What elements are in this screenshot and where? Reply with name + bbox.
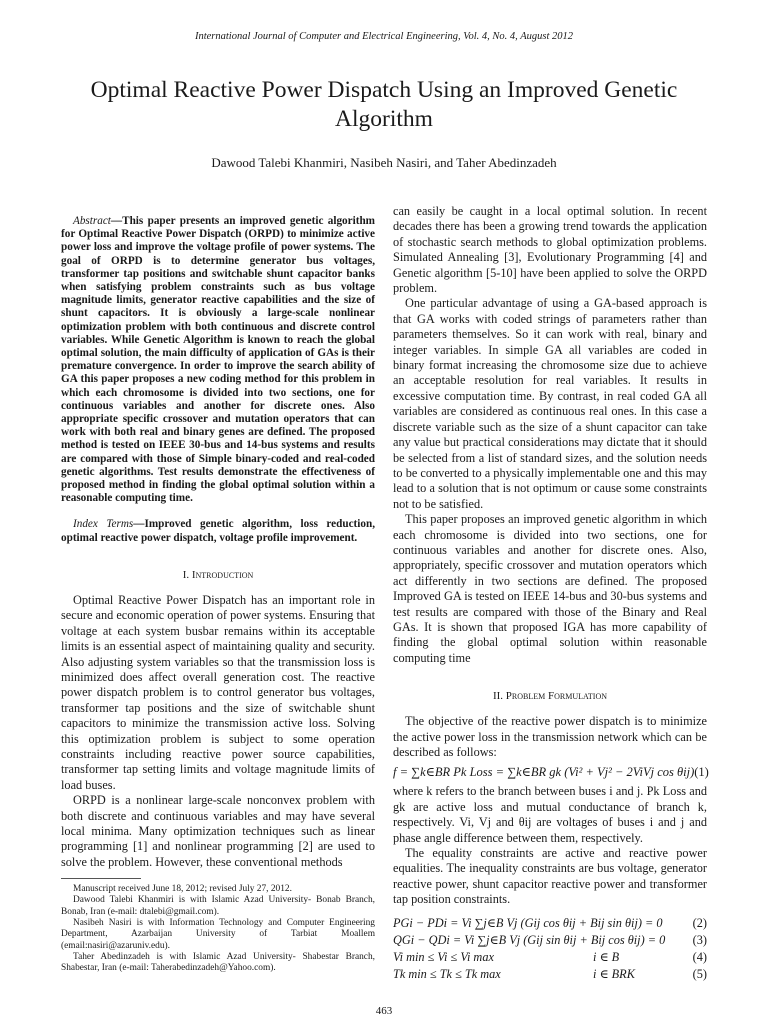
equation-3-body: QGi − QDi = Vi ∑j∈B Vj (Gij sin θij + Bij cos θij) = 0 [393, 932, 666, 947]
journal-header: International Journal of Computer and Electrical Engineering, Vol. 4, No. 4, August 2012 [194, 31, 574, 42]
right-column [393, 204, 707, 984]
constraint-equations [393, 916, 707, 984]
section-heading-introduction [61, 569, 375, 581]
intro-paragraph-2: ORPD is a nonlinear large-scale nonconvex problem with both discrete and continuous variables and may have several local minima. Many optimization techniques such as linear programming [1] and nonlinear programming [2] are used to solve the problem. However, these conventional methods [61, 793, 375, 869]
section-title: Problem Formulation [505, 690, 608, 703]
equation-4-number: (4) [692, 949, 707, 964]
section-heading-problem-formulation [393, 690, 707, 702]
equation-1-explanation: where k refers to the branch between buses i and j. Pk Loss and gk are active loss and mutual conductance of branch k, respectively. Vi, Vj and θij are voltages of buses i and j and phase angle difference between them, respectively. [393, 784, 707, 845]
right-paragraph-1: can easily be caught in a local optimal solution. In recent decades there has been a growing trend towards the application of stochastic search methods to global optimization problems. Simulated Annealing [3], Evolutionary Programming [4] and Genetic algorithm [5-10] have been applied to solve the ORPD problem. [393, 204, 707, 296]
equation-3-number: (3) [692, 932, 707, 947]
abstract-label: Abstract [73, 215, 111, 227]
footnote-rule [61, 878, 141, 879]
index-terms [61, 518, 375, 544]
equation-5-left: Tk min ≤ Tk ≤ Tk max [393, 966, 501, 981]
index-terms-text: —Improved genetic algorithm, loss reduction, optimal reactive power dispatch, voltage profile improvement. [61, 518, 375, 544]
equation-1-body: f = ∑k∈BR Pk Loss = ∑k∈BR gk (Vi² + Vj² − 2ViVj cos θij) [393, 765, 695, 780]
left-column [61, 204, 375, 975]
equation-2-body: PGi − PDi = Vi ∑j∈B Vj (Gij cos θij + Bij sin θij) = 0 [393, 915, 663, 930]
footnote-author-1: Dawood Talebi Khanmiri is with Islamic Azad University- Bonab Branch, Bonab, Iran (e-mail: dtalebi@gmail.com). [61, 895, 375, 917]
equation-4-right: i ∈ B [593, 949, 620, 964]
equation-2-number: (2) [692, 915, 707, 930]
footnote-author-2: Nasibeh Nasiri is with Information Technology and Computer Engineering Department, Azarbaijan University of Tarbiat Moallem (email:nasiri@azaruniv.edu). [61, 918, 375, 951]
equation-1-number: (1) [694, 765, 709, 780]
constraints-paragraph: The equality constraints are active and reactive power equalities. The inequality constraints are bus voltage, generator reactive power, shunt capacitor reactive power and transformer tap position constraints. [393, 846, 707, 907]
equation-5 [393, 967, 707, 984]
equation-3 [393, 933, 707, 950]
paper-title: Optimal Reactive Power Dispatch Using an Improved Genetic Algorithm [90, 77, 678, 132]
equation-1 [393, 764, 707, 780]
page-number: 463 [375, 1005, 393, 1017]
abstract-text: —This paper presents an improved genetic algorithm for Optimal Reactive Power Dispatch (ORPD) to minimize active power loss and improve the voltage profile of power systems. The goal of ORPD is to determine generator bus voltages, transformer tap positions and switchable shunt capacitor banks when satisfying problem constraints such as bus voltage magnitude limits, generator reactive capabilities and the size of shunt capacitors. It is obviously a large-scale nonlinear optimization problem with both continuous and discrete control variables. While Genetic Algorithm is known to reach the global optimal solution, the main difficulty of application of GAs is their premature convergence. In order to improve the search ability of GA this paper proposes a new coding method for this problem in which each chromosome is divided into two sections, one for continuous variables and another for discrete ones. Also appropriate specific crossover and mutation operators that can work with both real and binary genes are defined. The proposed method is tested on IEEE 30-bus and 14-bus systems and results are compared with those of Simple binary-coded and real-coded genetic algorithms. Test results demonstrate the effectiveness of proposed method in finding the global optimal solution within a reasonable computing time. [61, 215, 375, 505]
intro-paragraph-1: Optimal Reactive Power Dispatch has an important role in secure and economic operation of power systems. Ensuring that voltage at each system busbar remains within its acceptable limits is an essential aspect of maintaining quality and security. Also adjusting system variables so that the transmission loss is minimized does affect overall generation cost. The reactive power dispatch problem is to control generator bus voltages, transformer tap positions and the size of switchable shunt capacitors to minimize the transmission active loss. Solving this optimization problem is subject to some operation constraints including reactive power source capabilities, transformer tap setting limits and voltage magnitude limits of load buses. [61, 592, 375, 792]
equation-4 [393, 950, 707, 967]
right-paragraph-3: This paper proposes an improved genetic algorithm in which each chromosome is divided into two sections, one for continuous variables and another for discrete ones. Also, appropriately, specific crossover and mutation operators which act differently in two sections are defined. The proposed Improved GA is tested on IEEE 14-bus and 30-bus systems and test results are compared with those of the Binary and Real GAs. It is shown that proposed IGA has more capability of finding the global optimal solution within reasonable computing time [393, 512, 707, 665]
abstract [61, 215, 375, 505]
index-terms-label: Index Terms [73, 518, 134, 531]
section-numeral: I. [182, 568, 190, 581]
section-numeral: II. [492, 690, 504, 703]
objective-paragraph: The objective of the reactive power dispatch is to minimize the active power loss in the transmission network which can be described as follows: [393, 714, 707, 759]
section-title: Introduction [191, 568, 254, 581]
equation-5-number: (5) [692, 966, 707, 981]
equation-2 [393, 916, 707, 933]
equation-5-right: i ∈ BRK [593, 966, 635, 981]
right-paragraph-2: One particular advantage of using a GA-based approach is that GA works with coded strings of parameters rather than parameters themselves. So it can work with real, binary and integer variables. In simple GA all variables are coded in binary format increasing the chromosome size due to achieve an acceptable resolution for real variables. It results in excessive computation time. By contrast, in real coded GA all variables are considered as continuous real ones. In this case a discrete variable such as the size of a shunt capacitor can take any value but practical considerations may dictate that it should be selected from a list of standard sizes, and the solution needs to be converted to a physically implementable one and this may lead to a solution that is not optimum or cause some constraints not to be satisfied. [393, 296, 707, 511]
equation-4-left: Vi min ≤ Vi ≤ Vi max [393, 949, 494, 964]
footnote-author-3: Taher Abedinzadeh is with Islamic Azad University- Shabestar Branch, Shabestar, Iran (e-mail: Taherabedinzadeh@Yahoo.com). [61, 951, 375, 974]
paper-authors: Dawood Talebi Khanmiri, Nasibeh Nasiri, and Taher Abedinzadeh [211, 155, 557, 170]
footnote-received: Manuscript received June 18, 2012; revised July 27, 2012. [73, 884, 292, 895]
